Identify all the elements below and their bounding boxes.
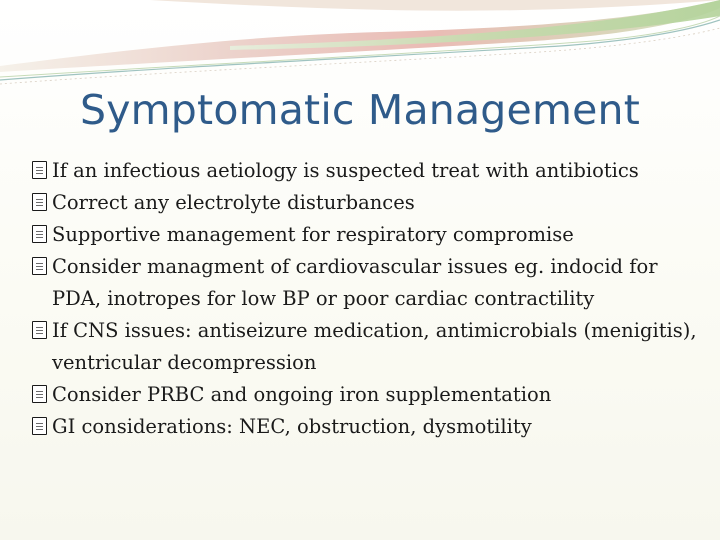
bullet-text: GI considerations: NEC, obstruction, dysmotility (52, 415, 532, 438)
bullet-item (32, 187, 702, 219)
bullet-item (32, 155, 702, 187)
bullet-text: Supportive management for respiratory compromise (52, 223, 574, 246)
bullet-item (32, 219, 702, 251)
missing-glyph-box-icon (32, 225, 47, 243)
bullet-item (32, 411, 702, 443)
swoosh-band-top (150, 0, 720, 11)
slide-title: Symptomatic Management (79, 86, 640, 134)
header-swoosh-decoration (0, 0, 720, 100)
bullet-text: If CNS issues: antiseizure medication, antimicrobials (menigitis), ventricular decompression (52, 319, 697, 374)
bullet-item (32, 379, 702, 411)
missing-glyph-box-icon (32, 161, 47, 179)
bullet-text: If an infectious aetiology is suspected treat with antibiotics (52, 159, 639, 182)
bullet-item (32, 315, 702, 379)
missing-glyph-box-icon (32, 321, 47, 339)
bullet-text: Correct any electrolyte disturbances (52, 191, 415, 214)
bullet-item (32, 251, 702, 315)
missing-glyph-box-icon (32, 417, 47, 435)
bullet-text: Consider PRBC and ongoing iron supplementation (52, 383, 552, 406)
missing-glyph-box-icon (32, 193, 47, 211)
missing-glyph-box-icon (32, 385, 47, 403)
bullet-text: Consider managment of cardiovascular issues eg. indocid for PDA, inotropes for low BP or poor cardiac contractility (52, 255, 658, 310)
missing-glyph-box-icon (32, 257, 47, 275)
swoosh-band-main (0, 0, 720, 72)
bullet-list (32, 155, 702, 443)
